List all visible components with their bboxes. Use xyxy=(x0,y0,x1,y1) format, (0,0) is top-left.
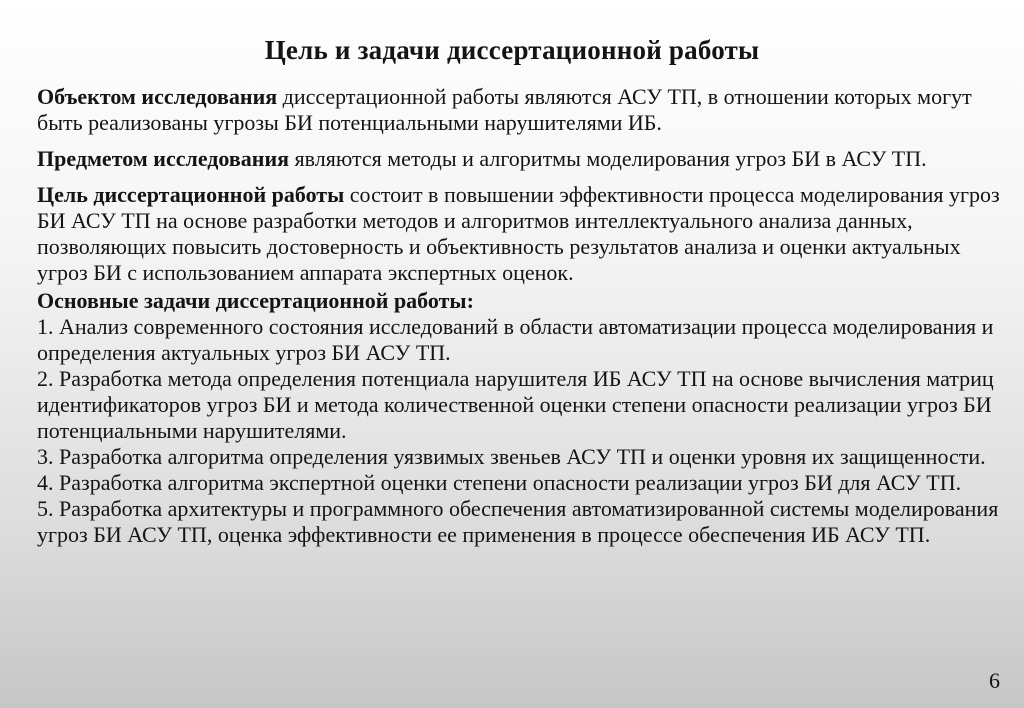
object-text: диссертационной работы являются АСУ ТП, в отношении которых могут быть реализованы угрозы БИ потенциальными нарушителями ИБ. xyxy=(37,84,972,135)
subject-label: Предметом исследования xyxy=(37,146,290,171)
task-item-4: 4. Разработка алгоритма экспертной оценки степени опасности реализации угроз БИ для АСУ ТП. xyxy=(37,470,962,495)
page-number: 6 xyxy=(989,668,1000,693)
object-paragraph xyxy=(37,84,1002,136)
goal-label: Цель диссертационной работы xyxy=(37,182,345,207)
subject-text: являются методы и алгоритмы моделирования угроз БИ в АСУ ТП. xyxy=(289,146,927,171)
task-item-3: 3. Разработка алгоритма определения уязвимых звеньев АСУ ТП и оценки уровня их защищенности. xyxy=(37,444,986,469)
task-item-1: 1. Анализ современного состояния исследований в области автоматизации процесса моделирования и определения актуальных угроз БИ АСУ ТП. xyxy=(37,314,994,365)
object-label: Объектом исследования xyxy=(37,84,278,109)
goal-text: состоит в повышении эффективности процесса моделирования угроз БИ АСУ ТП на основе разработки методов и алгоритмов интеллектуального анализа данных, позволяющих повысить достоверность и объективность результатов анализа и оценки актуальных угроз БИ с использованием аппарата экспертных оценок. xyxy=(37,182,1000,285)
tasks-heading: Основные задачи диссертационной работы: xyxy=(37,288,474,313)
task-item-5: 5. Разработка архитектуры и программного обеспечения автоматизированной системы моделирования угроз БИ АСУ ТП, оценка эффективности ее применения в процессе обеспечения ИБ АСУ ТП. xyxy=(37,496,999,547)
slide-title: Цель и задачи диссертационной работы xyxy=(264,35,760,65)
goal-paragraph xyxy=(37,182,1002,286)
subject-paragraph xyxy=(37,146,1002,172)
tasks-list xyxy=(37,314,1002,548)
task-item-2: 2. Разработка метода определения потенциала нарушителя ИБ АСУ ТП на основе вычисления матриц идентификаторов угроз БИ и метода количественной оценки степени опасности реализации угроз БИ потенциальными нарушителями. xyxy=(37,366,994,443)
slide-body xyxy=(37,84,1002,548)
